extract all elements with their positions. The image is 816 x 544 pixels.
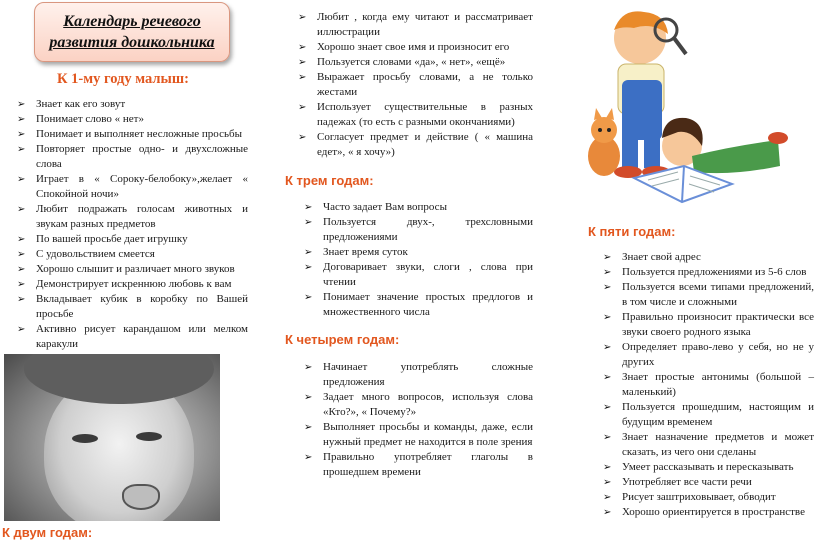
list-item: ➢ Пользуется всеми типами предложений, в том числе и сложными <box>602 280 814 310</box>
list-item: ➢ Правильно употребляет глаголы в прошедшем времени <box>303 450 533 480</box>
heading-3-years: К трем годам: <box>285 173 374 188</box>
list-item: ➢ Часто задает Вам вопросы <box>303 200 533 215</box>
list-item: ➢ Умеет рассказывать и пересказывать <box>602 460 814 475</box>
title-line-1: Календарь речевого <box>63 13 201 30</box>
list-item: ➢ Повторяет простые одно- и двухсложные слова <box>16 142 248 172</box>
list-item: ➢ Хорошо слышит и различает много звуков <box>16 262 248 277</box>
title-line-2: развития дошкольника <box>49 34 215 51</box>
list-item: ➢ Понимает и выполняет несложные просьбы <box>16 127 248 142</box>
child-photo <box>4 354 220 521</box>
heading-4-years: К четырем годам: <box>285 332 400 347</box>
title-box <box>34 2 230 62</box>
list-item: ➢ Любит подражать голосам животных и звукам разных предметов <box>16 202 248 232</box>
list-item: ➢ Пользуется прошедшим, настоящим и будущим временем <box>602 400 814 430</box>
list-item: ➢ Понимает значение простых предлогов и множественного числа <box>303 290 533 320</box>
list-item: ➢ Знает простые антонимы (большой – маленький) <box>602 370 814 400</box>
list-2-years <box>297 10 533 160</box>
list-item: ➢ Выполняет просьбы и команды, даже, если нужный предмет не находится в поле зрения <box>303 420 533 450</box>
list-item: ➢ Активно рисует карандашом или мелком каракули <box>16 322 248 352</box>
list-item: ➢ Демонстрирует искреннюю любовь к вам <box>16 277 248 292</box>
list-item: ➢ Вкладывает кубик в коробку по Вашей просьбе <box>16 292 248 322</box>
list-item: ➢ Любит , когда ему читают и рассматривает иллюстрации <box>297 10 533 40</box>
list-4-years <box>303 360 533 480</box>
list-item: ➢ Выражает просьбу словами, а не только жестами <box>297 70 533 100</box>
list-item: ➢ Пользуется предложениями из 5-6 слов <box>602 265 814 280</box>
list-item: ➢ Определяет право-лево у себя, но не у других <box>602 340 814 370</box>
heading-2-years: К двум годам: <box>2 525 93 540</box>
list-5-years <box>602 250 814 520</box>
list-item: ➢ Знает свой адрес <box>602 250 814 265</box>
list-item: ➢ Пользуется двух-, трехсловными предложениями <box>303 215 533 245</box>
list-item: ➢ Использует существительные в разных падежах (то есть с разными окончаниями) <box>297 100 533 130</box>
child-hair <box>24 354 214 404</box>
heading-1-year: К 1-му году малыш: <box>57 71 189 87</box>
list-item: ➢ По вашей просьбе дает игрушку <box>16 232 248 247</box>
list-item: ➢ Играет в « Сороку-белобоку»,желает « Спокойной ночи» <box>16 172 248 202</box>
column-left <box>0 0 262 544</box>
list-item: ➢ Употребляет все части речи <box>602 475 814 490</box>
list-item: ➢ Знает время суток <box>303 245 533 260</box>
list-item: ➢ Рисует заштриховывает, обводит <box>602 490 814 505</box>
list-item: ➢ Согласует предмет и действие ( « машина едет», « я хочу») <box>297 130 533 160</box>
list-item: ➢ С удовольствием смеется <box>16 247 248 262</box>
list-item: ➢ Знает как его зовут <box>16 97 248 112</box>
list-1-year <box>16 97 248 352</box>
heading-5-years: К пяти годам: <box>588 224 676 239</box>
list-item: ➢ Задает много вопросов, используя слова «Кто?», « Почему?» <box>303 390 533 420</box>
list-3-years <box>303 200 533 320</box>
list-item: ➢ Договаривает звуки, слоги , слова при чтении <box>303 260 533 290</box>
list-item: ➢ Хорошо знает свое имя и произносит его <box>297 40 533 55</box>
list-item: ➢ Начинает употреблять сложные предложения <box>303 360 533 390</box>
column-right <box>582 0 816 544</box>
list-item: ➢ Знает назначение предметов и может сказать, из чего они сделаны <box>602 430 814 460</box>
list-item: ➢ Хорошо ориентируется в пространстве <box>602 505 814 520</box>
list-item: ➢ Понимает слово « нет» <box>16 112 248 127</box>
list-item: ➢ Правильно произносит практически все звуки своего родного языка <box>602 310 814 340</box>
list-item: ➢ Пользуется словами «да», « нет», «ещё» <box>297 55 533 70</box>
